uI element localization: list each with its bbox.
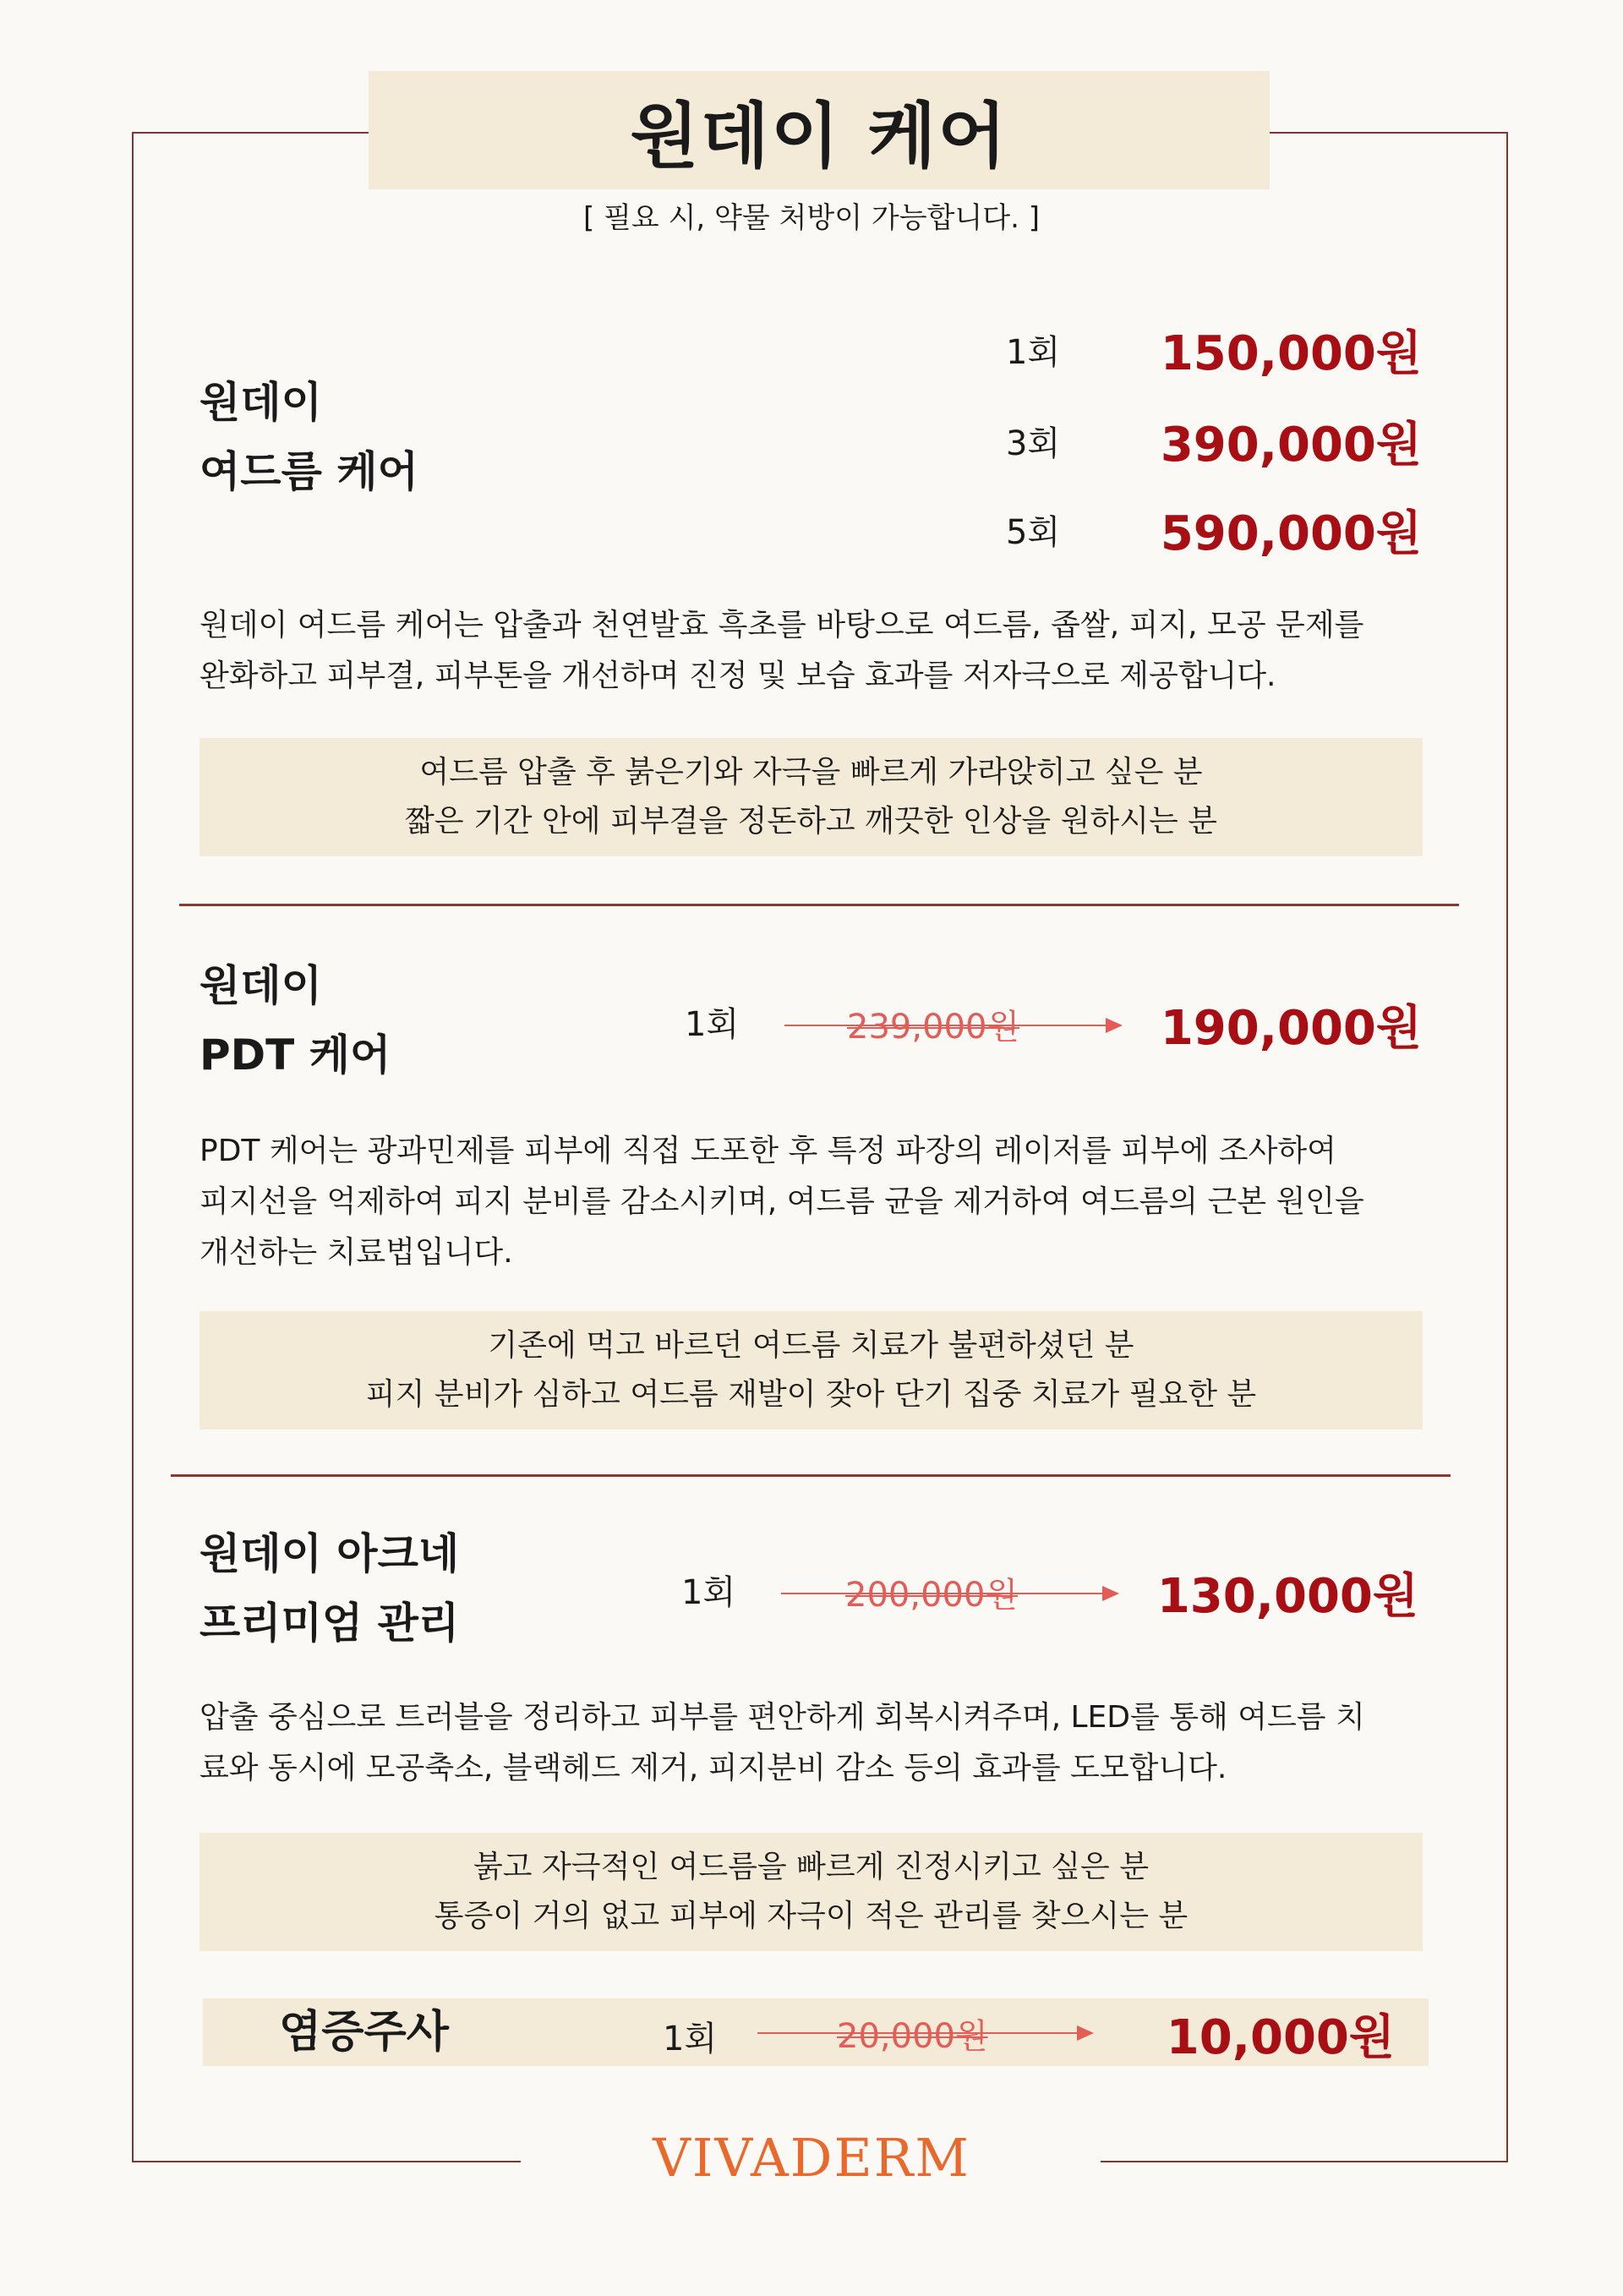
pdt-desc-line1: PDT 케어는 광과민제를 피부에 직접 도포한 후 특정 파장의 레이저를 피부에 조사하여: [199, 1134, 1336, 1168]
pdt-target-line2: 피지 분비가 심하고 여드름 재발이 잦아 단기 집중 치료가 필요한 분: [365, 1377, 1257, 1412]
pdt-target-line1: 기존에 먹고 바르던 여드름 치료가 불편하셨던 분: [488, 1328, 1134, 1363]
acne-care-description: [199, 600, 1425, 702]
acne-count-3: 3회: [1006, 424, 1061, 463]
acne-care-heading: [199, 368, 418, 506]
injection-count: 1회: [663, 2020, 718, 2058]
acne-care-heading-line2: 여드름 케어: [199, 447, 418, 496]
acne-count-5: 5회: [1006, 513, 1061, 552]
pdt-count: 1회: [685, 1005, 740, 1044]
premium-desc-line1: 압출 중심으로 트러블을 정리하고 피부를 편안하게 회복시켜주며, LED를 통해 여드름 치: [199, 1700, 1365, 1735]
acne-care-heading-line1: 원데이: [199, 378, 322, 427]
premium-heading-line2: 프리미엄 관리: [199, 1599, 460, 1648]
acne-count-1: 1회: [1006, 333, 1061, 372]
section-divider-1: [179, 904, 1459, 906]
acne-desc-line2: 완화하고 피부결, 피부톤을 개선하며 진정 및 보습 효과를 저자극으로 제공합니다.: [199, 659, 1276, 693]
premium-price: 130,000원: [1156, 1569, 1418, 1624]
section-divider-2: [171, 1474, 1451, 1477]
injection-name: 염증주사: [279, 2007, 449, 2058]
acne-target-line1: 여드름 압출 후 붉은기와 자극을 빠르게 가라앉히고 싶은 분: [419, 755, 1203, 790]
pdt-care-heading: [199, 951, 391, 1090]
acne-price-3: 390,000원: [1160, 418, 1422, 473]
premium-description: [199, 1692, 1425, 1794]
pdt-original-price: 239,000원: [847, 1008, 1020, 1047]
frame-right: [1506, 132, 1508, 2162]
injection-original-price: 20,000원: [837, 2017, 988, 2056]
acne-target-line2: 짧은 기간 안에 피부결을 정돈하고 깨끗한 인상을 원하시는 분: [405, 804, 1217, 839]
premium-target-line2: 통증이 거의 없고 피부에 자극이 적은 관리를 찾으시는 분: [434, 1899, 1189, 1933]
frame-top-right: [1270, 132, 1508, 134]
brand-logo: VIVADERM: [653, 2127, 970, 2189]
pdt-price: 190,000원: [1160, 1001, 1422, 1056]
acne-price-5: 590,000원: [1160, 506, 1422, 561]
premium-heading-line1: 원데이 아크네: [199, 1529, 460, 1578]
acne-target-box: [199, 738, 1423, 856]
pdt-description: [199, 1126, 1425, 1278]
pdt-desc-line3: 개선하는 치료법입니다.: [199, 1235, 513, 1270]
premium-count: 1회: [681, 1573, 736, 1612]
title-banner: [369, 71, 1270, 189]
premium-desc-line2: 료와 동시에 모공축소, 블랙헤드 제거, 피지분비 감소 등의 효과를 도모합니다.: [199, 1751, 1227, 1785]
premium-target-line1: 붉고 자극적인 여드름을 빠르게 진정시키고 싶은 분: [473, 1850, 1149, 1884]
pdt-target-box: [199, 1311, 1423, 1430]
premium-original-price: 200,000원: [845, 1576, 1019, 1615]
frame-top-left: [132, 132, 369, 134]
injection-price: 10,000원: [1166, 2010, 1395, 2065]
pdt-heading-line2: PDT 케어: [199, 1030, 391, 1080]
premium-care-heading: [199, 1519, 459, 1658]
acne-desc-line1: 원데이 여드름 케어는 압출과 천연발효 흑초를 바탕으로 여드름, 좁쌀, 피지, 모공 문제를: [199, 608, 1364, 642]
premium-target-box: [199, 1833, 1423, 1951]
prescription-note: [ 필요 시, 약물 처방이 가능합니다. ]: [583, 201, 1040, 235]
frame-left: [132, 132, 134, 2162]
acne-price-1: 150,000원: [1160, 326, 1422, 381]
page-title: 원데이 케어: [630, 94, 1008, 178]
pdt-heading-line1: 원데이: [199, 961, 322, 1010]
pdt-desc-line2: 피지선을 억제하여 피지 분비를 감소시키며, 여드름 균을 제거하여 여드름의 근본 원인을: [199, 1184, 1364, 1219]
